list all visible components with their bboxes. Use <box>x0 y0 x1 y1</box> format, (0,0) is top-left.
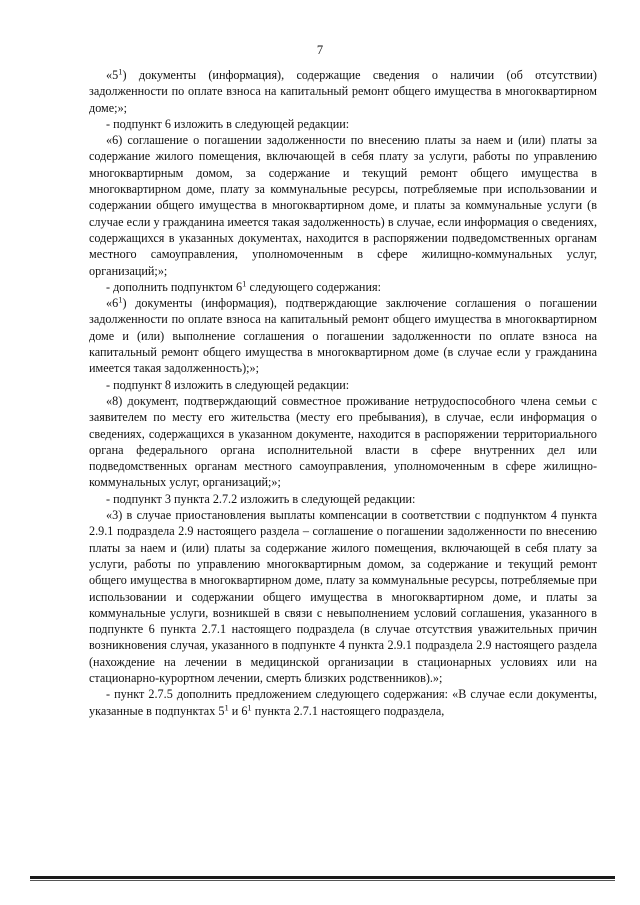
paragraph <box>89 491 597 507</box>
paragraph <box>89 279 597 295</box>
document-body <box>89 67 597 719</box>
paragraph <box>89 686 597 719</box>
text-run: и 6 <box>228 703 248 718</box>
paragraph <box>89 116 597 132</box>
text-run: - подпункт 6 изложить в следующей редакции: <box>106 116 350 131</box>
text-run: - пункт 2.7.5 дополнить предложением следующего содержания: «В случае если документы, указанные в подпунктах 5 <box>89 687 597 718</box>
text-run: «6) соглашение о погашении задолженности по внесению платы за наем и (или) платы за содержание жилого помещения, включающей в себя плату за услуги, работы по управлению многоквартирным домом, за содержание и текущий ремонт общего имущества в многоквартирном доме, плату за коммунальные ресурсы, потребляемые при использовании и содержании общего имущества в многоквартирном доме, и платы за коммунальные услуги (в случае если у гражданина имеется такая задолженность) в случае, если информация о сведениях, содержащихся в указанных документах, находится в распоряжении подведомственных органам местного самоуправления, уполномоченным в сфере жилищно-коммунальных услуг, организаций;»; <box>89 133 597 278</box>
text-run: «5 <box>106 68 119 82</box>
text-run: - подпункт 3 пункта 2.7.2 изложить в следующей редакции: <box>106 491 416 506</box>
text-run: - дополнить подпунктом 6 <box>106 279 243 294</box>
page-number: 7 <box>316 43 324 57</box>
superscript: 1 <box>247 701 252 712</box>
bottom-rule <box>30 876 615 879</box>
paragraph <box>89 377 597 393</box>
text-run: пункта 2.7.1 настоящего подраздела, <box>251 703 445 718</box>
text-run: «8) документ, подтверждающий совместное проживание нетрудоспособного члена семьи с заявителем по месту его жительства (месту его пребывания), в случае, если информация о сведениях, содержащихся в указанном документе, находится в распоряжении территориального органа федерального органа исполнительной власти в сфере внутренних дел или подведомственных органам местного самоуправления, уполномоченным в сфере жилищно-коммунальных услуг, организаций;»; <box>89 393 597 490</box>
paragraph <box>89 393 597 491</box>
paragraph <box>89 67 597 116</box>
paragraph <box>89 295 597 376</box>
text-run: ) документы (информация), подтверждающие заключение соглашения о погашении задолженности по оплате взноса на капитальный ремонт общего имущества в многоквартирном доме и (или) выполнение соглашения о погашении задолженности по оплате взноса на капитальный ремонт общего имущества в многоквартирном доме (в случае если у гражданина имеется такая задолженность);»; <box>89 296 597 376</box>
text-run: следующего содержания: <box>246 279 381 294</box>
paragraph <box>89 507 597 686</box>
bottom-rule-thin <box>30 880 615 881</box>
text-run: «6 <box>106 296 119 311</box>
text-run: ) документы (информация), содержащие сведения о наличии (об отсутствии) задолженности по оплате взноса на капитальный ремонт общего имущества в многоквартирном доме;»; <box>89 68 597 115</box>
superscript: 1 <box>242 278 247 289</box>
superscript: 1 <box>118 66 123 77</box>
superscript: 1 <box>118 294 123 305</box>
text-run: - подпункт 8 изложить в следующей редакции: <box>106 377 350 392</box>
superscript: 1 <box>224 701 229 712</box>
text-run: «3) в случае приостановления выплаты компенсации в соответствии с подпунктом 4 пункта 2.9.1 подраздела 2.9 настоящего раздела – соглашение о погашении задолженности по внесению платы за наем и (или) платы за содержание жилого помещения, включающей в себя плату за услуги, работы по управлению многоквартирным домом, за содержание и текущий ремонт общего имущества в многоквартирном доме, плату за коммунальные ресурсы, потребляемые при использовании и содержании общего имущества в многоквартирном доме, и платы за коммунальные услуги, возникшей в связи с невыполнением условий соглашения, указанного в подпункте 6 пункта 2.7.1 настоящего подраздела (в случае отсутствия уважительных причин возникновения случая, указанного в подпункте 4 пункта 2.9.1 подраздела 2.9 настоящего раздела (нахождение на лечении в медицинской организации в стационарных условиях или на стационарно-курортном лечении, смерть близких родственников).»; <box>89 508 597 685</box>
paragraph <box>89 132 597 279</box>
